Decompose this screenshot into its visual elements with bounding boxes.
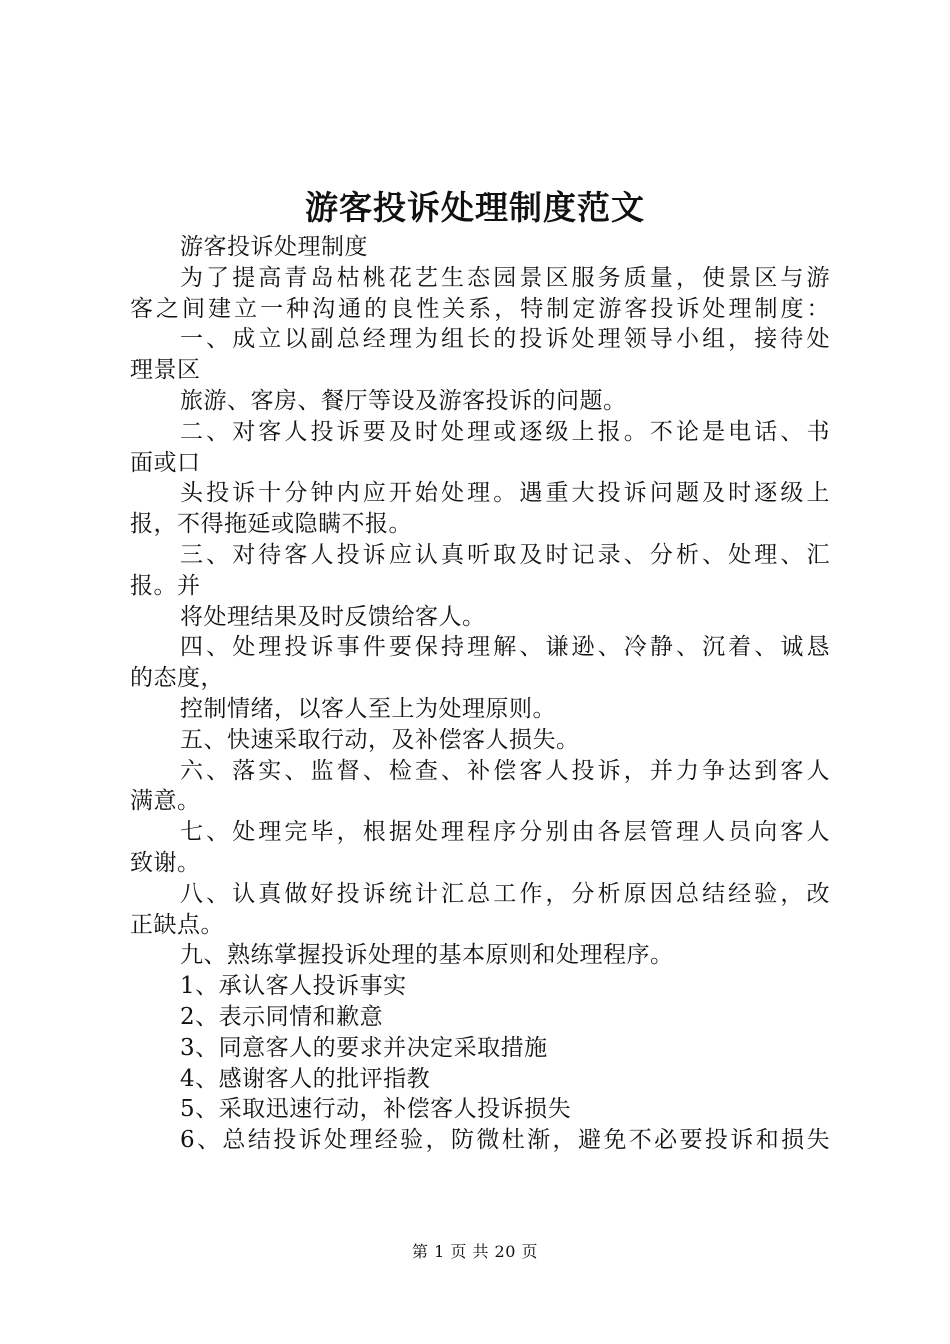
- body-line: 控制情绪，以客人至上为处理原则。: [180, 695, 556, 722]
- body-line: 面或口: [130, 449, 201, 476]
- body-line: 报。并: [130, 572, 201, 599]
- body-line: 4、感谢客人的批评指教: [180, 1065, 431, 1092]
- body-line: 一、成立以副总经理为组长的投诉处理领导小组，接待处: [180, 326, 830, 353]
- body-line: 致谢。: [130, 849, 201, 876]
- body-line: 6、总结投诉处理经验，防微杜渐，避免不必要投诉和损失: [180, 1127, 830, 1154]
- body-line: 1、承认客人投诉事实: [180, 973, 407, 1000]
- body-line: 五、快速采取行动，及补偿客人损失。: [180, 726, 580, 753]
- body-line: 四、处理投诉事件要保持理解、谦逊、冷静、沉着、诚恳: [180, 634, 830, 661]
- body-line: 报，不得拖延或隐瞒不报。: [130, 511, 412, 538]
- body-line: 将处理结果及时反馈给客人。: [180, 603, 486, 630]
- body-line: 理景区: [130, 357, 201, 384]
- body-line: 的态度，: [130, 665, 224, 692]
- document-body: [130, 232, 830, 1156]
- body-line: 七、处理完毕，根据处理程序分别由各层管理人员向客人: [180, 819, 830, 846]
- body-line: 5、采取迅速行动，补偿客人投诉损失: [180, 1096, 572, 1123]
- body-line: 满意。: [130, 788, 201, 815]
- body-line: 八、认真做好投诉统计汇总工作，分析原因总结经验，改: [180, 880, 830, 907]
- body-line: 正缺点。: [130, 911, 224, 938]
- body-line: 游客投诉处理制度: [180, 234, 368, 260]
- body-line: 三、对待客人投诉应认真听取及时记录、分析、处理、汇: [180, 541, 830, 568]
- document-title: 游客投诉处理制度范文: [305, 188, 645, 227]
- page-footer: 第 1 页 共 20 页: [412, 1242, 538, 1261]
- body-line: 客之间建立一种沟通的良性关系，特制定游客投诉处理制度：: [130, 295, 830, 322]
- body-line: 旅游、客房、餐厅等设及游客投诉的问题。: [180, 387, 627, 414]
- body-line: 二、对客人投诉要及时处理或逐级上报。不论是电话、书: [180, 418, 830, 445]
- body-line: 3、同意客人的要求并决定采取措施: [180, 1034, 548, 1061]
- body-line: 六、落实、监督、检查、补偿客人投诉，并力争达到客人: [180, 757, 830, 784]
- body-line: 2、表示同情和歉意: [180, 1003, 384, 1030]
- body-line: 头投诉十分钟内应开始处理。遇重大投诉问题及时逐级上: [180, 480, 830, 507]
- body-line: 为了提高青岛枯桃花艺生态园景区服务质量，使景区与游: [180, 264, 830, 291]
- body-line: 九、熟练掌握投诉处理的基本原则和处理程序。: [180, 942, 674, 969]
